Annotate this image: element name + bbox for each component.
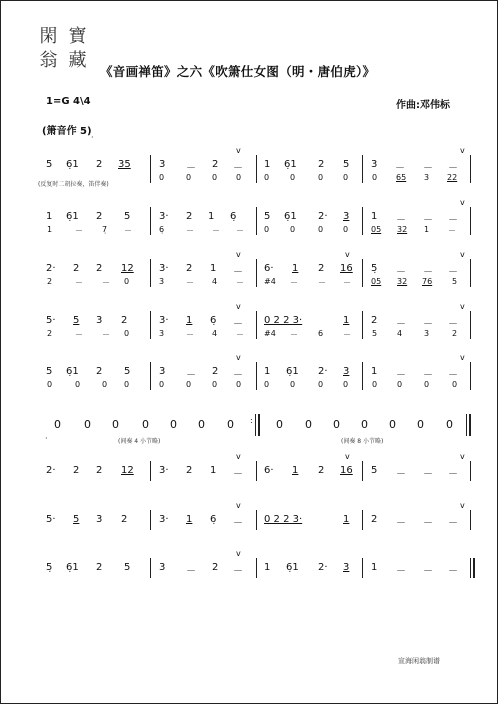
barline <box>470 155 471 183</box>
score-note: 0 <box>305 418 312 431</box>
score-note: － <box>233 469 243 480</box>
accompaniment-note: 3 <box>424 329 430 338</box>
score-note: 1 <box>264 366 271 377</box>
barline <box>255 414 256 436</box>
score-note: 6̣1 <box>286 562 299 573</box>
accompaniment-note: 0 <box>124 380 130 389</box>
accompaniment-note: 0 <box>290 173 296 182</box>
accompaniment-note: 2 <box>47 329 53 338</box>
accompaniment-note: 0 <box>124 329 130 338</box>
score-note: － <box>423 370 433 381</box>
score-note: 0 <box>112 418 119 431</box>
breath-mark: v <box>460 146 465 155</box>
barline <box>150 155 151 183</box>
accompaniment-note: 22 <box>447 173 458 182</box>
accompaniment-note: 65 <box>396 173 407 182</box>
score-note: － <box>396 215 406 226</box>
score-note: 5 <box>371 465 378 476</box>
seal-char: 閑 <box>39 26 58 47</box>
barline <box>362 155 363 183</box>
accompaniment-note: － <box>212 226 220 235</box>
accompaniment-note: #4 <box>264 329 276 338</box>
score-note: 5 <box>264 211 271 222</box>
accompaniment-note: 0 <box>264 380 270 389</box>
accompaniment-note: 1 <box>47 225 53 234</box>
score-note: 1 <box>343 315 350 326</box>
barline <box>362 362 363 390</box>
score-note: 2 <box>121 315 128 326</box>
accompaniment-note: 2 <box>47 277 53 286</box>
breath-mark: v <box>460 353 465 362</box>
barline <box>256 155 257 183</box>
score-note: 5 <box>124 211 131 222</box>
score-note: 5 <box>73 514 80 525</box>
accompaniment-note: 0 <box>290 380 296 389</box>
score-note: 5· <box>46 514 56 525</box>
barline <box>362 461 363 481</box>
score-note: 1 <box>371 211 378 222</box>
score-note: － <box>233 518 243 529</box>
score-note: － <box>423 267 433 278</box>
score-note: 2 <box>96 366 103 377</box>
score-note: 0 <box>333 418 340 431</box>
barline <box>150 510 151 530</box>
accompaniment-note: 6 <box>318 329 324 338</box>
score-note: 1 <box>210 263 217 274</box>
barline <box>150 207 151 235</box>
score-note: 2 <box>96 263 103 274</box>
score-note: 2 <box>96 211 103 222</box>
accompaniment-note: 0 <box>159 380 165 389</box>
breath-mark: v <box>236 302 241 311</box>
score-note: 3 <box>159 366 166 377</box>
score-note: 3 <box>96 315 103 326</box>
score-note: 12 <box>121 263 134 274</box>
score-note: － <box>396 566 406 577</box>
score-note: 0 <box>170 418 177 431</box>
score-note: 6̣1 <box>66 159 79 170</box>
score-note: 2 <box>318 159 325 170</box>
accompaniment-note: 0 <box>124 277 130 286</box>
accompaniment-note: － <box>75 226 83 235</box>
accompaniment-note: 0 <box>159 173 165 182</box>
score-note: 6̣1 <box>66 211 79 222</box>
barline <box>256 311 257 339</box>
score-note: 6̣ <box>210 514 217 525</box>
score-note: 3 <box>96 514 103 525</box>
score-note: 6̣1 <box>66 562 79 573</box>
barline <box>470 362 471 390</box>
score-note: 2 <box>212 159 219 170</box>
score-note: 2 <box>186 263 193 274</box>
barline <box>256 259 257 287</box>
accompaniment-note: #4 <box>264 277 276 286</box>
score-note: 2 <box>186 465 193 476</box>
accompaniment-note: 0 <box>424 380 430 389</box>
score-note: 6̣ <box>230 211 237 222</box>
score-note: 2 <box>212 562 219 573</box>
accompaniment-note: 2 <box>452 329 458 338</box>
score-note: 6̣ <box>210 315 217 326</box>
accompaniment-note: － <box>236 226 244 235</box>
accompaniment-note: 7̣ <box>102 225 108 234</box>
score-note: 0 <box>389 418 396 431</box>
score-note: 3 <box>343 211 350 222</box>
breath-mark: v <box>460 302 465 311</box>
barline <box>470 259 471 287</box>
barline <box>256 207 257 235</box>
row1-annotation: (反复时二胡拉奏，笛伴奏) <box>38 181 109 188</box>
accompaniment-note: 4 <box>397 329 403 338</box>
barline <box>256 558 257 578</box>
barline <box>466 414 467 436</box>
score-note: 1 <box>343 514 350 525</box>
score-note: 1 <box>210 465 217 476</box>
score-note: 1 <box>292 465 299 476</box>
accompaniment-note: 0 <box>372 173 378 182</box>
score-note: 2 <box>121 514 128 525</box>
breath-mark: v <box>236 353 241 362</box>
score-note: 6· <box>264 465 274 476</box>
barline <box>362 311 363 339</box>
breath-mark: v <box>345 452 350 461</box>
accompaniment-note: 3 <box>159 277 165 286</box>
accompaniment-note: － <box>102 278 110 287</box>
barline <box>473 558 475 578</box>
accompaniment-note: 0 <box>75 380 81 389</box>
barline <box>150 362 151 390</box>
accompaniment-note: 05 <box>371 225 382 234</box>
score-note: － <box>395 163 405 174</box>
score-note: 2 <box>73 465 80 476</box>
score-note: － <box>423 163 433 174</box>
score-note: 5 <box>73 315 80 326</box>
accompaniment-note: － <box>236 278 244 287</box>
accompaniment-note: 0 <box>186 380 192 389</box>
seal-char: 藏 <box>68 50 87 71</box>
accompaniment-note: 5 <box>372 329 378 338</box>
accompaniment-note: 0 <box>236 380 242 389</box>
barline <box>470 207 471 235</box>
score-note: 0 <box>446 418 453 431</box>
score-note: 2 <box>212 366 219 377</box>
score-note: 5 <box>124 366 131 377</box>
accompaniment-note: 4 <box>212 329 218 338</box>
barline <box>470 510 471 530</box>
barline <box>150 461 151 481</box>
score-note: 3 <box>343 562 350 573</box>
score-note: 1 <box>264 562 271 573</box>
score-note: 2 <box>318 263 325 274</box>
accompaniment-note: 6̣ <box>159 225 165 234</box>
interlude-left: (间奏 4 小节略) <box>118 438 161 445</box>
score-note: － <box>448 267 458 278</box>
seal-char: 翁 <box>39 50 58 71</box>
accompaniment-note: － <box>290 278 298 287</box>
barline <box>362 259 363 287</box>
barline <box>256 362 257 390</box>
score-note: 12 <box>121 465 134 476</box>
barline <box>470 311 471 339</box>
score-note: 0 <box>84 418 91 431</box>
breath-mark: v <box>236 146 241 155</box>
accompaniment-note: 0 <box>318 173 324 182</box>
score-note: － <box>423 215 433 226</box>
accompaniment-note: － <box>290 330 298 339</box>
breath-mark: v <box>460 250 465 259</box>
barline <box>469 414 471 436</box>
breath-mark: v <box>236 549 241 558</box>
score-note: 3· <box>159 263 169 274</box>
intro-note: (箫音作 5) <box>42 126 92 137</box>
accompaniment-note: 05 <box>371 277 382 286</box>
score-note: － <box>396 267 406 278</box>
score-note: 2 <box>186 211 193 222</box>
score-note: － <box>396 370 406 381</box>
accompaniment-note: 0 <box>264 173 270 182</box>
accompaniment-note: － <box>343 278 351 287</box>
score-note: 1 <box>264 159 271 170</box>
accompaniment-note: 0 <box>372 380 378 389</box>
score-note: － <box>233 319 243 330</box>
breath-mark: v <box>236 250 241 259</box>
score-note: － <box>396 469 406 480</box>
score-note: 2· <box>318 211 328 222</box>
score-note: － <box>423 566 433 577</box>
score-note: 5̣ <box>371 263 378 274</box>
accompaniment-note: 32 <box>397 277 408 286</box>
score-note: － <box>448 469 458 480</box>
breath-mark: v <box>236 452 241 461</box>
accompaniment-note: 0 <box>102 380 108 389</box>
note: · <box>45 434 48 443</box>
barline <box>150 311 151 339</box>
score-note: － <box>448 518 458 529</box>
score-note: 6̣1 <box>286 366 299 377</box>
score-note: － <box>448 163 458 174</box>
score-note: 0 <box>417 418 424 431</box>
seal-char: 寶 <box>68 26 87 47</box>
score-note: 2· <box>318 562 328 573</box>
score-note: 1 <box>208 211 215 222</box>
accompaniment-note: － <box>448 226 456 235</box>
accompaniment-note: 0 <box>212 173 218 182</box>
score-note: 0 2 2 3· <box>264 315 303 326</box>
accompaniment-note: 1 <box>424 225 430 234</box>
barline <box>362 558 363 578</box>
score-note: － <box>396 319 406 330</box>
score-note: 6· <box>264 263 274 274</box>
score-note: 1 <box>186 315 193 326</box>
score-note: 2 <box>371 514 378 525</box>
seal-stamp <box>34 26 92 74</box>
score-note: 2 <box>371 315 378 326</box>
score-note: 0 <box>54 418 61 431</box>
score-note: － <box>186 163 196 174</box>
score-note: － <box>448 370 458 381</box>
score-note: 2 <box>96 465 103 476</box>
accompaniment-note: 0 <box>236 173 242 182</box>
score-note: 3 <box>371 159 378 170</box>
accompaniment-note: 4 <box>212 277 218 286</box>
score-note: 3· <box>159 514 169 525</box>
score-note: 3· <box>159 465 169 476</box>
accompaniment-note: 0 <box>212 380 218 389</box>
score-note: 5 <box>124 562 131 573</box>
accompaniment-note: 0 <box>343 173 349 182</box>
score-note: 3 <box>159 159 166 170</box>
score-note: 16 <box>340 263 353 274</box>
footer-credit: 宣海闲翁制谱 <box>398 657 440 665</box>
score-note: 0 <box>227 418 234 431</box>
score-note: － <box>233 163 243 174</box>
accompaniment-note: 0 <box>318 380 324 389</box>
score-note: 1 <box>46 211 53 222</box>
score-note: 2· <box>46 263 56 274</box>
score-note: － <box>423 319 433 330</box>
barline <box>362 207 363 235</box>
accompaniment-note: 0 <box>343 225 349 234</box>
accompaniment-note: 0 <box>264 225 270 234</box>
score-note: － <box>186 566 196 577</box>
score-note: － <box>233 267 243 278</box>
accompaniment-note: 5 <box>452 277 458 286</box>
score-note: 2 <box>96 562 103 573</box>
score-note: 0 <box>361 418 368 431</box>
score-note: 0 2 2 3· <box>264 514 303 525</box>
score-note: 1 <box>371 562 378 573</box>
breath-mark: v <box>460 501 465 510</box>
score-note: 5 <box>46 159 53 170</box>
accompaniment-note: 0 <box>290 225 296 234</box>
accompaniment-note: － <box>343 330 351 339</box>
barline <box>362 510 363 530</box>
score-note: 1 <box>186 514 193 525</box>
accompaniment-note: 0 <box>343 380 349 389</box>
accompaniment-note: 3 <box>159 329 165 338</box>
accompaniment-note: 76 <box>422 277 433 286</box>
accompaniment-note: 32 <box>397 225 408 234</box>
score-note: 2 <box>318 465 325 476</box>
accompaniment-note: 0 <box>47 380 53 389</box>
interlude-right: (间奏 8 小节略) <box>341 438 384 445</box>
score-note: 6̣1 <box>66 366 79 377</box>
barline <box>256 510 257 530</box>
barline <box>150 259 151 287</box>
barline <box>470 558 471 578</box>
accompaniment-note: － <box>318 278 326 287</box>
score-note: 2· <box>318 366 328 377</box>
score-note: － <box>448 566 458 577</box>
score-note: 5 <box>46 366 53 377</box>
composer-credit: 作曲:邓伟标 <box>396 100 450 111</box>
score-note: 6̣1 <box>284 211 297 222</box>
accompaniment-note: 0 <box>318 225 324 234</box>
accompaniment-note: － <box>124 226 132 235</box>
accompaniment-note: － <box>186 330 194 339</box>
accompaniment-note: － <box>236 330 244 339</box>
accompaniment-note: － <box>75 330 83 339</box>
accompaniment-note: － <box>75 278 83 287</box>
score-note: 0 <box>198 418 205 431</box>
score-note: － <box>423 518 433 529</box>
breath-mark: v <box>345 250 350 259</box>
score-note: 2 <box>96 159 103 170</box>
score-note: 3 <box>159 562 166 573</box>
score-title: 《音画禅笛》之六《吹箫仕女图（明・唐伯虎）》 <box>100 64 376 79</box>
repeat-dots: : <box>250 416 253 425</box>
score-note: 5· <box>46 315 56 326</box>
score-note: 1 <box>371 366 378 377</box>
accompaniment-note: 0 <box>397 380 403 389</box>
accompaniment-note: 0 <box>452 380 458 389</box>
score-note: 5 <box>343 159 350 170</box>
score-note: － <box>233 566 243 577</box>
score-note: － <box>423 469 433 480</box>
score-note: － <box>233 370 243 381</box>
barline <box>258 414 260 436</box>
accompaniment-note: － <box>186 278 194 287</box>
score-note: 35 <box>118 159 131 170</box>
barline <box>256 461 257 481</box>
barline <box>470 461 471 481</box>
key-signature: 1=G 4\4 <box>46 96 91 107</box>
score-note: 2· <box>46 465 56 476</box>
score-note: 5̣ <box>46 562 53 573</box>
score-note: － <box>396 518 406 529</box>
breath-mark: v <box>236 501 241 510</box>
breath-mark: v <box>460 452 465 461</box>
accompaniment-note: 0 <box>186 173 192 182</box>
accompaniment-note: 3 <box>424 173 430 182</box>
score-note: － <box>448 215 458 226</box>
score-note: 2 <box>73 263 80 274</box>
score-note: 16 <box>340 465 353 476</box>
score-note: 0 <box>276 418 283 431</box>
score-note: － <box>186 370 196 381</box>
score-note: 3 <box>343 366 350 377</box>
accompaniment-note: － <box>102 330 110 339</box>
breath-mark: v <box>460 198 465 207</box>
score-note: 6̣1 <box>284 159 297 170</box>
intro-dot: · <box>91 133 94 142</box>
score-note: 3· <box>159 315 169 326</box>
accompaniment-note: － <box>186 226 194 235</box>
score-note: 0 <box>142 418 149 431</box>
barline <box>150 558 151 578</box>
score-note: 3· <box>159 211 169 222</box>
score-note: 1 <box>292 263 299 274</box>
score-note: － <box>448 319 458 330</box>
